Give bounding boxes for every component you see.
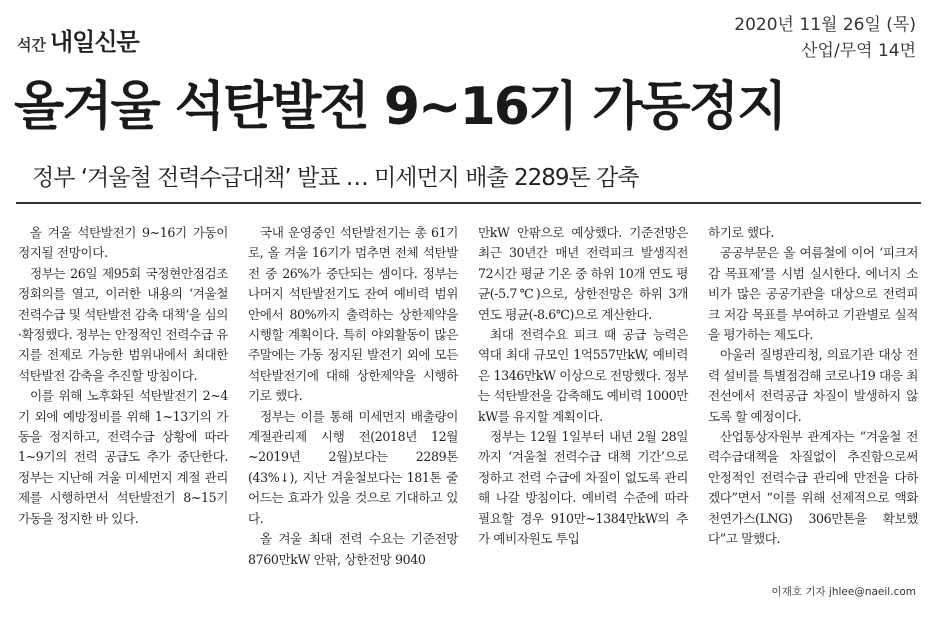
paragraph: 공공부문은 올 여름철에 이어 ‘피크저감 목표제’를 시범 실시한다. 에너지 소비가 많은 공공기관을 대상으로 전력피크 저감 목표를 부여하고 기관별로 실적을 평가하는 제도다. xyxy=(708,245,918,343)
section-page: 산업/무역 14면 xyxy=(801,41,916,61)
paragraph: 이를 위해 노후화된 석탄발전기 2~4기 외에 예방정비를 위해 1~13기의 가동을 정지하고, 전력수급 상황에 따라 1~9기의 전력 공급도 추가 중단한다. 정부는 지난해 겨울 미세먼지 계절 관리제를 시행하면서 석탄발전기 8~15기 가동을 정지한 바 있다. xyxy=(18,388,228,526)
paragraph: 국내 운영중인 석탄발전기는 총 61기로, 올 겨울 16기가 멈추면 전체 석탄발전 중 26%가 중단되는 셈이다. 정부는 나머지 석탄발전기도 잔여 예비력 범위 안에서 80%까지 출력하는 상한제약을 시행할 계획이다. 특히 야외활동이 많은 주말에는 가동 정지된 발전기 외에 모든 석탄발전기에 대해 상한제약을 시행하기로 했다. xyxy=(248,225,458,404)
paragraph: 올 겨울 최대 전력 수요는 기준전망 8760만kW 안팎, 상한전망 9040 xyxy=(248,531,458,567)
paragraph: 정부는 12월 1일부터 내년 2월 28일까지 ‘겨울철 전력수급 대책 기간’으로 정하고 전력 수급에 차질이 없도록 관리해 나갈 방침이다. 예비력 수준에 따라 필요할 경우 910만~1384만kW의 추가 예비자원도 투입 xyxy=(478,429,688,547)
dateline xyxy=(734,12,916,64)
paragraph: 만kW 안팎으로 예상했다. 기준전망은 최근 30년간 매년 전력피크 발생직전 72시간 평균 기온 중 하위 10개 연도 평균(-5.7℃)으로, 상한전망은 하위 3개 연도 평균(-8.6℃)으로 계산한다. xyxy=(478,225,688,322)
article-column-4 xyxy=(708,223,918,570)
paragraph: 올 겨울 석탄발전기 9~16기 가동이 정지될 전망이다. xyxy=(18,225,228,261)
paragraph: 정부는 26일 제95회 국정현안점검조정회의를 열고, 이러한 내용의 ‘겨울철 전력수급 및 석탄발전 감축 대책’을 심의·확정했다. 정부는 안정적인 전력수급 유지를 전제로 가능한 범위내에서 최대한 석탄발전 감축을 추진할 방침이다. xyxy=(18,265,228,383)
paragraph: 아울러 질병관리청, 의료기관 대상 전력 설비를 특별점검해 코로나19 대응 최전선에서 전력공급 차질이 발생하지 않도록 할 예정이다. xyxy=(708,347,918,424)
byline: 이재호 기자 jhlee@naeil.com xyxy=(771,586,916,598)
newspaper-name: 내일신문 xyxy=(49,28,139,56)
article-column-3 xyxy=(478,223,688,570)
paragraph: 최대 전력수요 피크 때 공급 능력은 역대 최대 규모인 1억557만kW, 예비력은 1346만kW 이상으로 전망했다. 정부는 석탄발전을 감축해도 예비력 1000만kW를 유지할 계획이다. xyxy=(478,327,688,424)
article-column-1 xyxy=(18,223,228,570)
paragraph: 하기로 했다. xyxy=(708,225,775,240)
edition-label: 석간 xyxy=(17,36,46,54)
headline: 올겨울 석탄발전 9~16기 가동정지 xyxy=(14,77,786,137)
paragraph: 산업통상자원부 관계자는 “겨울철 전력수급대책을 차질없이 추진함으로써 안정적인 전력수급 관리에 만전을 다하겠다”면서 “이를 위해 선제적으로 액화천연가스(LNG) 306만톤을 확보했다”고 말했다. xyxy=(708,429,918,547)
subheadline: 정부 ‘겨울철 전력수급대책’ 발표 … 미세먼지 배출 2289톤 감축 xyxy=(32,165,639,191)
divider xyxy=(16,202,921,204)
article-column-2 xyxy=(248,223,458,570)
article-body xyxy=(18,223,918,570)
paragraph: 정부는 이를 통해 미세먼지 배출량이 계절관리제 시행 전(2018년 12월~2019년 2월)보다는 2289톤(43%↓), 지난 겨울철보다는 181톤 줄어드는 효과가 있을 것으로 기대하고 있다. xyxy=(248,408,458,526)
masthead xyxy=(17,22,139,57)
publication-date: 2020년 11월 26일 (목) xyxy=(734,15,916,35)
